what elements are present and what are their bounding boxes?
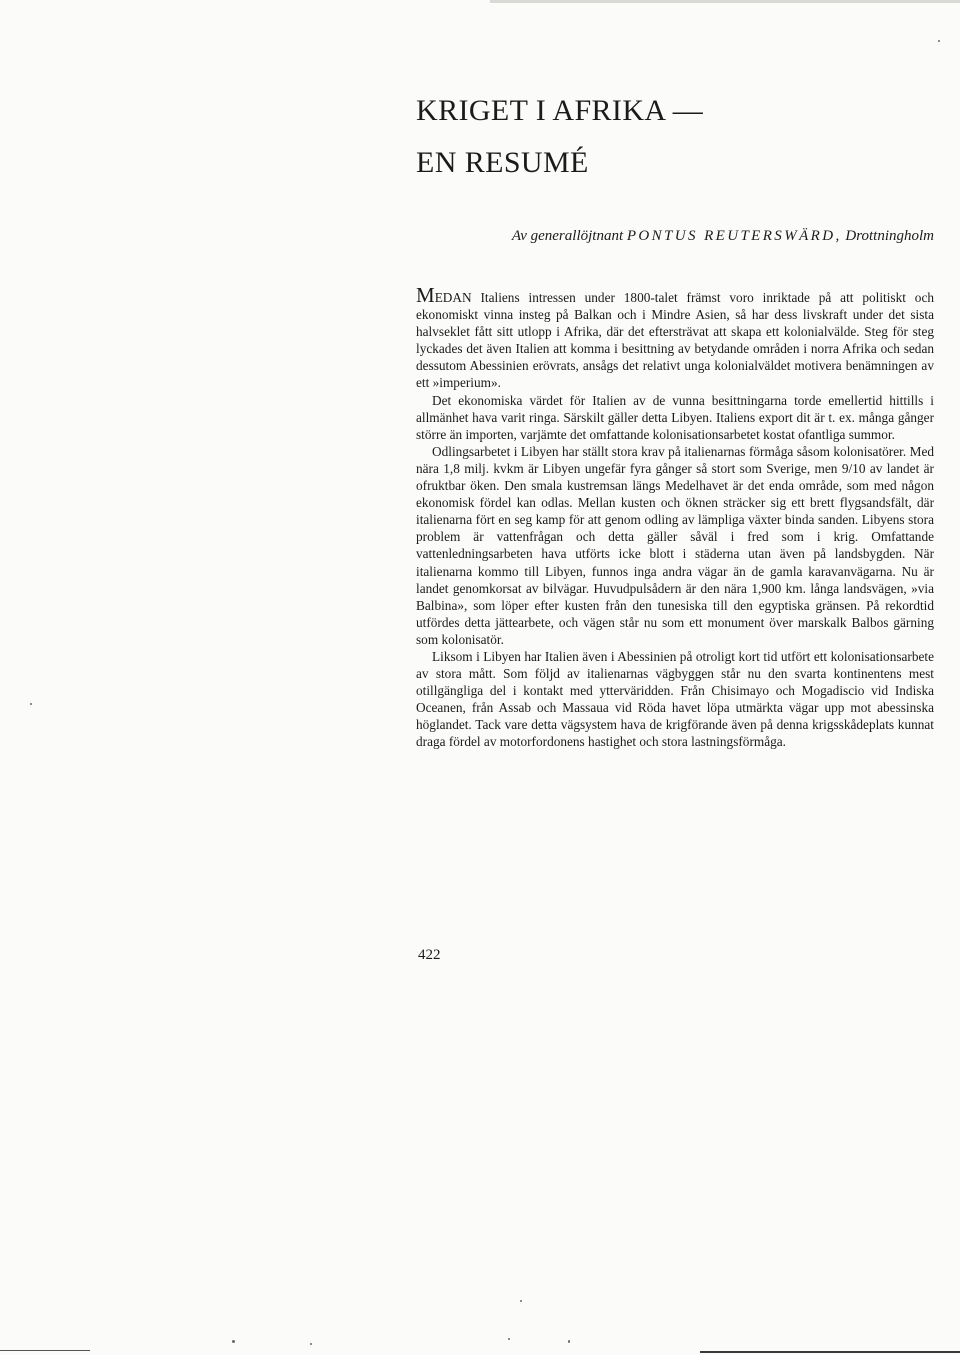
scan-speck — [232, 1340, 235, 1343]
article-body — [416, 283, 934, 751]
scan-edge-line — [700, 1351, 960, 1353]
scan-edge-line — [0, 1350, 90, 1351]
paragraph-4: Liksom i Libyen har Italien även i Abessinien på otroligt kort tid utfört ett kolonisationsarbete av stora mått. Som följd av italienarnas vägbyggen står nu den svarta kontinentens mest otillgängliga del i kontakt med ytterväridden. Från Chisimayo och Mogadiscio vid Indiska Oceanen, från Assab och Massaua vid Röda havet löpa utmärkta vägar upp mot abessinska höglandet. Tack vare detta vägsystem hava de krigförande även på denna krigsskådeplats kunnat draga fördel av motorfordonens hastighet och stora lastningsförmåga. — [416, 648, 934, 750]
page-number: 422 — [418, 947, 441, 963]
paragraph-3: Odlingsarbetet i Libyen har ställt stora krav på italienarnas förmåga såsom kolonisatörer. Med nära 1,8 milj. kvkm är Libyen ungefär fyra gånger så stort som Sverige, men 9/10 av landet är ofruktbar öken. Den smala kustremsan längs Medelhavet är det enda område, som med någon ekonomisk fördel kan odlas. Mellan kusten och öknen sträcker sig ett brett flygsandsfält, där italienarna fört en seg kamp för att genom odling av lämpliga växter binda sanden. Libyens stora problem är vattenfrågan och detta gäller såväl i fred som i krig. Omfattande vattenledningsarbeten hava utförts icke blott i städerna utan även på landsbygden. När italienarna kommo till Libyen, funnos inga andra vägar än de gamla karavanvägarna. Nu är landet genomkorsat av bilvägar. Huvudpulsådern är den nära 1,900 km. långa landsvägen, »via Balbina», som löper efter kusten från den tunesiska till den egyptiska gränsen. På rekordtid utfördes detta jättearbete, och vägen står nu som ett monument över marskalk Balbos gärning som kolonisatör. — [416, 443, 934, 647]
title-line-1: KRIGET I AFRIKA — — [416, 94, 704, 127]
scan-speck — [508, 1338, 510, 1340]
scan-edge-line — [490, 0, 960, 3]
paragraph-1-text: Italiens intressen under 1800-talet främst voro inriktade på att politiskt och ekonomiskt vinna insteg på Balkan och i Mindre Asien, så har dess livskraft under det sista halvseklet fått sitt utlopp i Afrika, där det eftersträvat att skapa ett kolonialvälde. Steg för steg lyckades det även Italien att komma i besittning av betydande områden i norra Afrika och sedan dessutom Abessinien erövrats, ansågs det relativt unga kolonialväldet motivera benämningen av ett »imperium». — [416, 290, 934, 391]
scan-speck — [310, 1343, 312, 1345]
title-line-2: EN RESUMÉ — [416, 146, 589, 179]
scan-speck — [30, 703, 32, 705]
article-title — [416, 85, 703, 189]
scan-speck — [520, 1300, 522, 1302]
opening-word: EDAN — [434, 290, 472, 305]
scan-speck — [938, 40, 940, 42]
byline — [416, 228, 934, 245]
byline-author: PONTUS REUTERSWÄRD, — [626, 228, 842, 244]
paragraph-1 — [416, 283, 934, 392]
byline-prefix: Av generallöjtnant — [511, 228, 624, 244]
paragraph-2: Det ekonomiska värdet för Italien av de vunna besittningarna torde emellertid hittills i allmänhet hava varit ringa. Särskilt gäller detta Libyen. Italiens export dit är t. ex. många gånger större än importen, varjämte det omfattande kolonisationsarbetet kostat ofantliga summor. — [416, 392, 934, 442]
scan-speck — [568, 1340, 570, 1343]
byline-place: Drottningholm — [845, 228, 934, 244]
drop-cap: M — [416, 283, 435, 307]
